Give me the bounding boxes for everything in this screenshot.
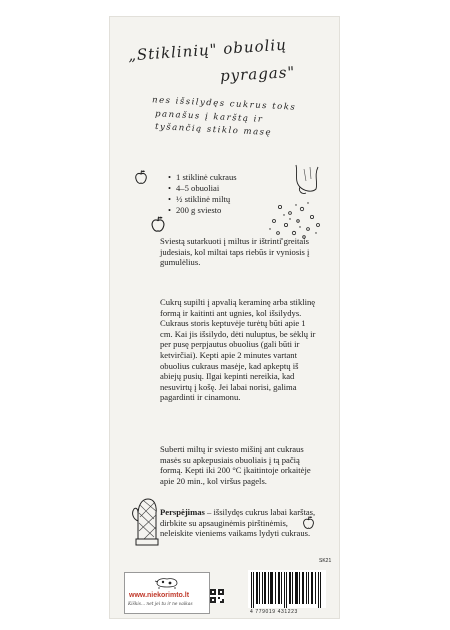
ingredient-list bbox=[168, 172, 237, 216]
ingredient-item: • 200 g sviesto bbox=[168, 205, 237, 216]
logo-url: www.niekorimto.lt bbox=[129, 592, 190, 599]
ingredient-item: • 4–5 obuoliai bbox=[168, 183, 237, 194]
apple-icon bbox=[150, 215, 166, 233]
cow-icon bbox=[153, 575, 181, 590]
warning-paragraph bbox=[160, 507, 320, 539]
step-paragraph-2: Cukrų supilti į apvalią keraminę arba stiklinę formą ir kaitinti ant ugnies, kol išsilydys. Cukraus storis keptuvėje turėtų būti apie 1 cm. Kai jis išsilydo, dėti nuluptus, be sėklų ir per pusę perpjautus obuolius (gali būti ir ketvirčiai). Kepti apie 2 minutes vartant obuolius cukraus masėje, kad apkeptų iš abiejų pusių. Ilgai kepinti nereikia, kad nesuvirtų į košę. Jei labai norisi, galima pagardinti ir cinamonu. bbox=[160, 297, 316, 403]
step-paragraph-1: Sviestą sutarkuoti į miltus ir ištrinti greitais judesiais, kol miltai taps riebūs ir vyniosis į gumulėlius. bbox=[160, 236, 310, 268]
warning-label: Perspėjimas bbox=[160, 507, 205, 517]
subtitle-line-2: panašus į karštą ir bbox=[154, 109, 264, 125]
title-line-1: „Stiklinių" obuolių bbox=[127, 35, 288, 65]
ingredient-item: • ½ stiklinė miltų bbox=[168, 194, 237, 205]
subtitle-line-3: tyšančią stiklo masę bbox=[154, 121, 273, 139]
subtitle-line-1: nes išsilydęs cukrus toks bbox=[151, 95, 297, 113]
oven-mitt-icon bbox=[130, 495, 162, 547]
ingredient-item: • 1 stiklinė cukraus bbox=[168, 172, 237, 183]
apple-icon bbox=[134, 169, 148, 185]
barcode-number: 4 779019 431223 bbox=[250, 609, 298, 615]
product-code: SK21 bbox=[319, 558, 332, 564]
warning-text: – išsilydęs cukrus labai karštas, dirbkite su apsauginėmis pirštinėmis, neleiskite vieniems vaikams lydyti cukraus. bbox=[160, 507, 316, 539]
title-line-2: pyragas" bbox=[219, 63, 296, 85]
logo-tagline: Kiškis... net jei tu ir ne vaikas bbox=[128, 602, 193, 607]
step-paragraph-3: Suberti miltų ir sviesto mišinį ant cukraus masės su apkepusiais obuoliais į tą pačią formą. Kepti iki 200 °C įkaitintoje orkaitėje apie 20 min., kol viršus pagels. bbox=[160, 444, 311, 486]
sprinkling-hand-icon bbox=[260, 163, 326, 241]
barcode-icon bbox=[248, 570, 326, 608]
qr-code-icon bbox=[210, 589, 224, 603]
recipe-card bbox=[109, 16, 340, 619]
brand-logo bbox=[124, 572, 210, 614]
